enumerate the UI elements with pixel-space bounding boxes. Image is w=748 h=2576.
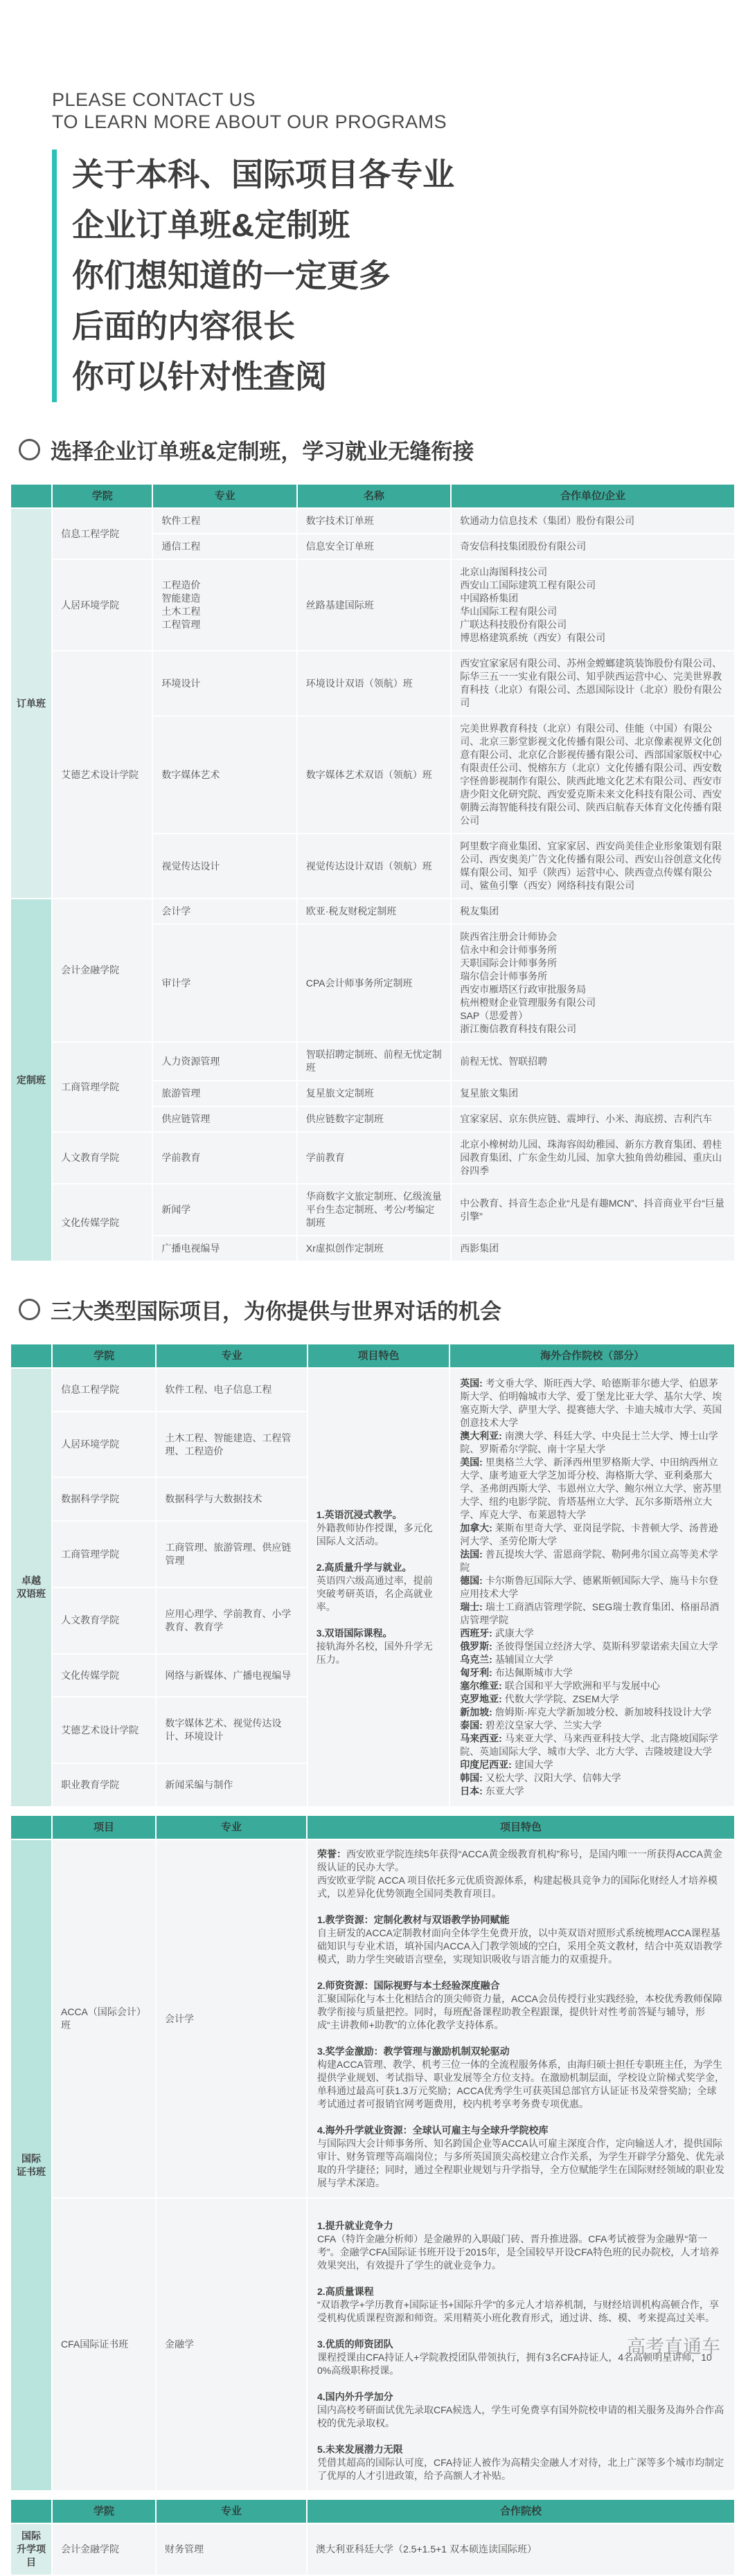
major-cell: 人力资源管理 <box>153 1043 296 1080</box>
column-header: 项目特色 <box>308 1344 449 1367</box>
class-name-cell: 数字技术订单班 <box>298 509 450 533</box>
major-cell: 财务管理 <box>157 2524 306 2575</box>
class-name-cell: Xr虚拟创作定制班 <box>298 1236 450 1261</box>
watermark: 高考直通车 <box>627 2336 720 2357</box>
table-row <box>11 1133 734 1183</box>
table-row <box>11 485 734 507</box>
major-cell: 环境设计 <box>153 651 296 715</box>
major-cell: 新闻采编与制作 <box>157 1764 306 1806</box>
table-row <box>11 509 734 533</box>
class-name-cell: 欧亚·税友财税定制班 <box>298 899 450 924</box>
project-cell: CFA国际证书班 <box>53 2199 155 2490</box>
features-cell: 1.提升就业竞争力 CFA（特许金融分析师）是金融界的入职敲门砖、晋升推进器。CFA考试被誉为金融界“第一考”。金融学CFA国际证书班开设于2015年，是全国较早开设CFA特色班的民办院校，人才培养效果突出，有效提升了学生的就业竞争力。 2.高质量课程 “双语教学+学历教育+国际证书+国际升学”的多元人才培养机制，与财经培训机构高顿合作，享受机构优质课程资源和师资。采用精英小班化教育形式，通过讲、练、模、考来提高过关率。 3.优质的师资团队 课程授课由CFA持证人+学院教授团队带领执行，拥有3名CFA持证人，4名高顿明星讲师，100%高级职称授课。 4.国内外升学加分 国内高校考研面试优先录取CFA候选人，学生可免费享有国外院校申请的相关服务及海外合作高校的优先录取权。 5.未来发展潜力无限 凭借其超高的国际认可度，CFA持证人被作为高精尖金融人才对待，北上广深等多个城市均制定了优厚的人才引进政策，给予高额人才补贴。 <box>308 2199 734 2490</box>
major-cell: 应用心理学、学前教育、小学教育、教育学 <box>157 1588 306 1653</box>
table-row <box>11 2199 734 2490</box>
college-cell: 工商管理学院 <box>53 1043 152 1131</box>
column-header: 专业 <box>157 1344 306 1367</box>
column-header: 海外合作院校（部分） <box>450 1344 734 1367</box>
column-header: 专业 <box>153 485 296 507</box>
table-row <box>11 2524 734 2575</box>
group-label-cell: 卓越 双语班 <box>11 1369 51 1806</box>
partners-cell: 北京小橡树幼儿园、珠海容闳幼稚园、新东方教育集团、碧桂园教育集团、广东金生幼儿园、加拿大独角兽幼稚园、重庆山谷四季 <box>452 1133 734 1183</box>
partners-cell: 中公教育、抖音生态企业“凡是有趣MCN”、抖音商业平台“巨量引擎” <box>452 1185 734 1235</box>
partners-cell: 西安宜家家居有限公司、苏州金螳螂建筑装饰股份有限公司、际华三五一一实业有限公司、知乎陕西运营中心、完美世界教育科技（北京）有限公司、杰恩国际设计（北京）股份有限公司 <box>452 651 734 715</box>
table-row <box>11 1816 734 1839</box>
major-cell: 新闻学 <box>153 1185 296 1235</box>
college-cell: 信息工程学院 <box>53 509 152 559</box>
partners-cell: 阿里数字商业集团、宜家家居、西安尚美佳企业形象策划有限公司、西安奥美广告文化传播有限公司、西安山谷创意文化传媒有限公司、知乎（陕西）运营中心、陕西壹点传媒有限公司、鲨鱼引擎（西安）网络科技有限公司 <box>452 834 734 898</box>
header-cell <box>11 2500 51 2523</box>
major-cell: 网络与新媒体、广播电视编导 <box>157 1655 306 1697</box>
table-row <box>11 2500 734 2523</box>
hero-title-line: 后面的内容很长 <box>72 308 295 344</box>
contact-header <box>0 0 748 133</box>
progression-program-table <box>10 2498 736 2576</box>
features-cell: 1.英语沉浸式教学。 外籍教师协作授课，多元化国际人文活动。 2.高质量升学与就业。 英语四六级高通过率，提前突破考研英语，名企高就业率。 3.双语国际课程。 接轨海外名校，国外升学无压力。 <box>308 1369 449 1806</box>
major-cell: 通信工程 <box>153 534 296 559</box>
column-header: 学院 <box>53 485 152 507</box>
class-name-cell: 供应链数字定制班 <box>298 1107 450 1131</box>
major-cell: 会计学 <box>157 1840 306 2197</box>
college-cell: 会计金融学院 <box>53 2524 155 2575</box>
section1-title <box>19 434 748 465</box>
college-cell: 人居环境学院 <box>53 1412 155 1477</box>
hero-title <box>52 150 748 402</box>
section2-title-text: 三大类型国际项目，为你提供与世界对话的机会 <box>51 1299 501 1324</box>
major-cell: 旅游管理 <box>153 1081 296 1106</box>
hero-title-line: 你可以针对性查阅 <box>72 359 327 395</box>
class-name-cell: 复星旅文定制班 <box>298 1081 450 1106</box>
class-name-cell: 丝路基建国际班 <box>298 560 450 650</box>
partners-cell: 前程无忧、智联招聘 <box>452 1043 734 1080</box>
class-name-cell: 数字媒体艺术双语（领航）班 <box>298 717 450 833</box>
major-cell: 审计学 <box>153 925 296 1041</box>
column-header: 学院 <box>53 1344 155 1367</box>
major-cell: 金融学 <box>157 2199 306 2490</box>
major-cell: 视觉传达设计 <box>153 834 296 898</box>
major-cell: 数字媒体艺术 <box>153 717 296 833</box>
overseas-cell: 英国: 考文垂大学、斯旺西大学、哈德斯菲尔德大学、伯恩茅斯大学、伯明翰城市大学、爱丁堡龙比亚大学、基尔大学、埃塞克斯大学、萨里大学、提赛德大学、卡迪夫城市大学、英国创意技术大学 澳大利亚: 南澳大学、科廷大学、中央昆士兰大学、博士山学院、罗斯希尔学院、南十字星大学 美国: 里奥格兰大学、新泽西州里罗格斯大学、中田纳西州立大学、康考迪亚大学芝加哥分校、海格斯大学、亚利桑那大学、圣弗朗西斯大学、韦恩州立大学、鲍尔州立大学、密苏里大学、纽约电影学院、肯塔基州立大学、瓦尔多斯塔州立大学、库克大学、布莱恩特大学 加拿大: 莱斯布里奇大学、亚岗昆学院、卡普顿大学、汤普逊河大学、圣劳伦斯大学 法国: 普瓦提埃大学、雷恩商学院、勒阿弗尔国立高等美术学院 德国: 卡尔斯鲁厄国际大学、德累斯顿国际大学、施马卡尔登应用技术大学 瑞士: 瑞士工商酒店管理学院、SEG瑞士教育集团、格丽昂酒店管理学院 西班牙: 武康大学 俄罗斯: 圣彼得堡国立经济大学、莫斯科罗蒙诺索夫国立大学 乌克兰: 基辅国立大学 匈牙利: 布达佩斯城市大学 塞尔维亚: 联合国和平大学欧洲和平与发展中心 克罗地亚: 代数大学学院、ZSEM大学 新加坡: 詹姆斯·库克大学新加坡分校、新加坡科技设计大学 泰国: 碧差汶皇家大学、兰实大学 马来西亚: 马来亚大学、马来西亚科技大学、北吉隆坡国际学院、英迪国际大学、城市大学、北方大学、吉隆坡建设大学 印度尼西亚: 建国大学 韩国: 又松大学、汉阳大学、信韩大学 日本: 东亚大学 <box>450 1369 734 1806</box>
partners-cell: 北京山海图科技公司 西安山工国际建筑工程有限公司 中国路桥集团 华山国际工程有限公司 广联达科技股份有限公司 博思格建筑系统（西安）有限公司 <box>452 560 734 650</box>
column-header: 名称 <box>298 485 450 507</box>
college-cell: 职业教育学院 <box>53 1764 155 1806</box>
class-name-cell: 智联招聘定制班、前程无忧定制班 <box>298 1043 450 1080</box>
table-row <box>11 560 734 650</box>
class-name-cell: CPA会计师事务所定制班 <box>298 925 450 1041</box>
college-cell: 艾德艺术设计学院 <box>53 1697 155 1763</box>
section1-title-text: 选择企业订单班&定制班，学习就业无缝衔接 <box>51 440 474 464</box>
partners-cell: 奇安信科技集团股份有限公司 <box>452 534 734 559</box>
partners-cell: 税友集团 <box>452 899 734 924</box>
partners-cell: 复星旅文集团 <box>452 1081 734 1106</box>
group-label-cell: 国际 证书班 <box>11 1840 51 2490</box>
major-cell: 供应链管理 <box>153 1107 296 1131</box>
partners-cell: 软通动力信息技术（集团）股份有限公司 <box>452 509 734 533</box>
major-cell: 工商管理、旅游管理、供应链管理 <box>157 1522 306 1587</box>
class-name-cell: 学前教育 <box>298 1133 450 1183</box>
column-header: 项目 <box>53 1816 155 1839</box>
major-cell: 数字媒体艺术、视觉传达设计、环境设计 <box>157 1697 306 1763</box>
partners-cell: 澳大利亚科廷大学（2.5+1.5+1 双本硕连读国际班） <box>308 2524 734 2575</box>
contact-header-line1: PLEASE CONTACT US <box>52 89 256 110</box>
class-name-cell: 华商数字文旅定制班、亿级流量平台生态定制班、考公/考编定制班 <box>298 1185 450 1235</box>
class-name-cell: 视觉传达设计双语（领航）班 <box>298 834 450 898</box>
contact-header-line2: TO LEARN MORE ABOUT OUR PROGRAMS <box>52 111 447 132</box>
column-header: 项目特色 <box>308 1816 734 1839</box>
college-cell: 人文教育学院 <box>53 1133 152 1183</box>
column-header: 合作单位/企业 <box>452 485 734 507</box>
college-cell: 艾德艺术设计学院 <box>53 651 152 898</box>
table-row <box>11 651 734 715</box>
major-cell: 软件工程、电子信息工程 <box>157 1369 306 1411</box>
circle-icon <box>19 1299 40 1320</box>
class-name-cell: 信息安全订单班 <box>298 534 450 559</box>
major-cell: 广播电视编导 <box>153 1236 296 1261</box>
table-row <box>11 1344 734 1367</box>
table-row <box>11 899 734 924</box>
partners-cell: 西影集团 <box>452 1236 734 1261</box>
major-cell: 会计学 <box>153 899 296 924</box>
college-cell: 工商管理学院 <box>53 1522 155 1587</box>
college-cell: 文化传媒学院 <box>53 1185 152 1261</box>
class-name-cell: 环境设计双语（领航）班 <box>298 651 450 715</box>
major-cell: 学前教育 <box>153 1133 296 1183</box>
college-cell: 数据科学学院 <box>53 1478 155 1520</box>
college-cell: 会计金融学院 <box>53 899 152 1041</box>
major-cell: 土木工程、智能建造、工程管理、工程造价 <box>157 1412 306 1477</box>
header-cell <box>11 1344 51 1367</box>
major-cell: 软件工程 <box>153 509 296 533</box>
group-label-cell: 国际 升学项目 <box>11 2524 51 2575</box>
college-cell: 人居环境学院 <box>53 560 152 650</box>
college-cell: 信息工程学院 <box>53 1369 155 1411</box>
college-cell: 文化传媒学院 <box>53 1655 155 1697</box>
table-row <box>11 1185 734 1235</box>
major-cell: 工程造价 智能建造 土木工程 工程管理 <box>153 560 296 650</box>
partners-cell: 陕西省注册会计师协会 信永中和会计师事务所 天职国际会计师事务所 瑞尔信会计师事务所 西安市雁塔区行政审批服务局 杭州橙财企业管理服务有限公司 SAP（思爱普） 浙江衡信教育科技有限公司 <box>452 925 734 1041</box>
group-label-cell: 定制班 <box>11 899 51 1261</box>
section2-title <box>19 1294 748 1325</box>
table-row <box>11 1840 734 2197</box>
group-label-cell: 订单班 <box>11 509 51 898</box>
header-cell <box>11 485 51 507</box>
table-row <box>11 1043 734 1080</box>
column-header: 专业 <box>157 1816 306 1839</box>
hero-title-line: 你们想知道的一定更多 <box>72 258 391 294</box>
circle-icon <box>19 439 40 460</box>
column-header: 学院 <box>53 2500 155 2523</box>
college-cell: 人文教育学院 <box>53 1588 155 1653</box>
hero-title-line: 关于本科、国际项目各专业 <box>72 156 454 192</box>
bilingual-class-table <box>10 1343 736 1808</box>
project-cell: ACCA（国际会计）班 <box>53 1840 155 2197</box>
column-header: 专业 <box>157 2500 306 2523</box>
table-row <box>11 1369 734 1411</box>
major-cell: 数据科学与大数据技术 <box>157 1478 306 1520</box>
hero-title-line: 企业订单班&定制班 <box>72 207 350 243</box>
column-header: 合作院校 <box>308 2500 734 2523</box>
features-cell: 荣誉：西安欧亚学院连续5年获得“ACCA黄金级教育机构”称号，是国内唯一一所获得ACCA黄金级认证的民办大学。 西安欧亚学院 ACCA 项目依托多元优质资源体系，构建起极具竞争力的国际化财经人才培养模式，以差异化优势领跑全国同类教育项目。 1.教学资源：定制化教材与双语教学协同赋能 自主研发的ACCA定制教材面向全体学生免费开放，以中英双语对照形式系统梳理ACCA课程基础知识与专业术语，填补国内ACCA入门教学领域的空白，采用全英文教材，结合中英双语教学模式，助力学生突破语言壁垒，实现知识吸收与语言能力的双重提升。 2.师资资源：国际视野与本土经验深度融合 汇聚国际化与本土化相结合的顶尖师资力量，ACCA会员传授行业实践经验，本校优秀教师保障教学衔接与质量把控。同时，每班配备课程助教全程跟课，提供针对性考前答疑与辅导，形成“主讲教师+助教”的立体化教学支持体系。 3.奖学金激励：教学管理与激励机制双轮驱动 构建ACCA管理、教学、机考三位一体的全流程服务体系，由海归硕士担任专职班主任，为学生提供学业规划、考试指导、职业发展等全方位支持。在激励机制层面，学校设立阶梯式奖学金，单科通过最高可获1.3万元奖励；ACCA优秀学生可获英国总部官方认证证书及荣誉奖励；全球考试通过者可报销官网考题费用，校内机考享考务费专项优惠。 4.海外升学就业资源：全球认可雇主与全球升学院校库 与国际四大会计师事务所、知名跨国企业等ACCA认可雇主深度合作，定向输送人才，提供国际审计、财务管理等高端岗位；与多所英国顶尖高校建立合作关系，为学生开辟学分豁免、优先录取的升学捷径；同时，通过全程职业规划与升学指导，全方位赋能学生在国际财经领域的职业发展与学术深造。 <box>308 1840 734 2197</box>
order-custom-class-table <box>10 483 736 1262</box>
partners-cell: 宜家家居、京东供应链、震坤行、小米、海底捞、吉利汽车 <box>452 1107 734 1131</box>
partners-cell: 完美世界教育科技（北京）有限公司、佳能（中国）有限公司、北京三影堂影视文化传播有限公司、北京像素视界文化创意有限公司、北京亿合影视传播有限公司、西部国家版权中心有限责任公司、悦榕东方（北京）文化传播有限公司、西安数字怪兽影视制作有限公、陕西此地文化艺术有限公司、西安市唐少阳文化研究院、西安爱克斯未来文化科技有限公司、西安朝腾云海智能科技有限公司、陕西启航春天体育文化传播有限公司 <box>452 717 734 833</box>
certificate-class-table <box>10 1814 736 2492</box>
header-cell <box>11 1816 51 1839</box>
